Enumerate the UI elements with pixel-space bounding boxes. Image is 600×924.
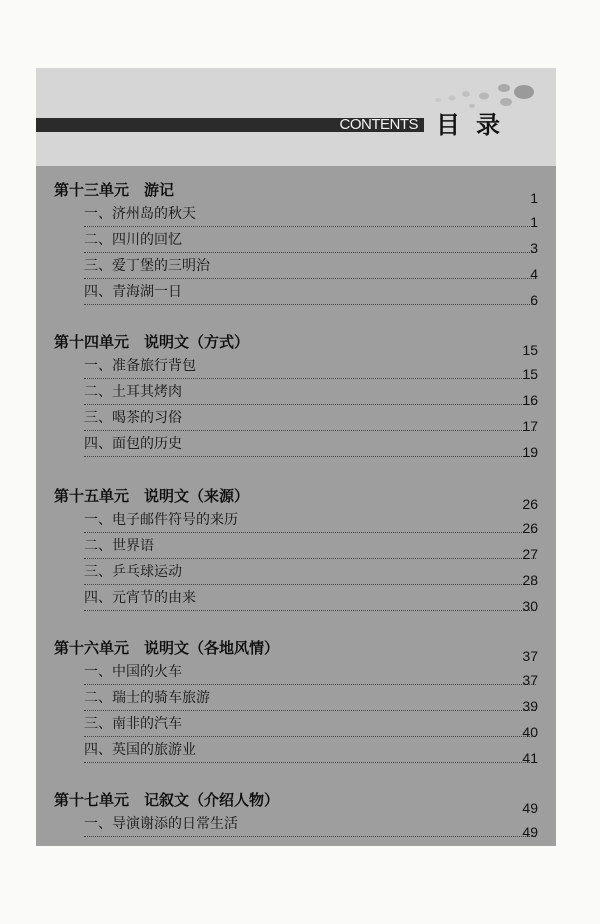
- dot-leader: [84, 456, 536, 457]
- toc-entry[interactable]: [84, 380, 536, 406]
- entry-title: 四、面包的历史: [84, 436, 182, 452]
- contents-label: CONTENTS: [339, 116, 418, 133]
- toc-entry[interactable]: [84, 406, 536, 432]
- entry-page-number: 19: [522, 444, 538, 460]
- dot-leader: [84, 378, 536, 379]
- dot-leader: [84, 584, 536, 585]
- unit-page-number: 26: [522, 496, 538, 512]
- entry-page-number: 1: [530, 214, 538, 230]
- dot-leader: [84, 710, 536, 711]
- entry-page-number: 37: [522, 672, 538, 688]
- dot-leader: [84, 762, 536, 763]
- entry-title: 二、四川的回忆: [84, 232, 182, 248]
- entry-title: 四、英国的旅游业: [84, 742, 196, 758]
- toc-entry[interactable]: [84, 202, 536, 228]
- entry-title: 二、瑞士的骑车旅游: [84, 690, 210, 706]
- entry-title: 一、中国的火车: [84, 664, 182, 680]
- toc-entry[interactable]: [84, 712, 536, 738]
- entry-title: 四、青海湖一日: [84, 284, 182, 300]
- entry-page-number: 49: [522, 824, 538, 840]
- entry-page-number: 15: [522, 366, 538, 382]
- entry-title: 三、南非的汽车: [84, 716, 182, 732]
- entry-page-number: 6: [530, 292, 538, 308]
- unit-page-number: 37: [522, 648, 538, 664]
- entry-page-number: 28: [522, 572, 538, 588]
- toc-entry[interactable]: [84, 686, 536, 712]
- entry-page-number: 3: [530, 240, 538, 256]
- entry-page-number: 4: [530, 266, 538, 282]
- entry-title: 一、准备旅行背包: [84, 358, 196, 374]
- toc-unit: [54, 636, 536, 764]
- dot-leader: [84, 736, 536, 737]
- toc-entry[interactable]: [84, 812, 536, 838]
- entry-title: 三、喝茶的习俗: [84, 410, 182, 426]
- toc-entry[interactable]: [84, 354, 536, 380]
- toc-entry[interactable]: [84, 586, 536, 612]
- toc-entry[interactable]: [84, 228, 536, 254]
- toc-entry[interactable]: [84, 280, 536, 306]
- entry-page-number: 16: [522, 392, 538, 408]
- toc-entry[interactable]: [84, 660, 536, 686]
- dot-leader: [84, 836, 536, 837]
- entry-title: 四、元宵节的由来: [84, 590, 196, 606]
- entry-page-number: 40: [522, 724, 538, 740]
- dot-leader: [84, 684, 536, 685]
- toc-entry[interactable]: [84, 534, 536, 560]
- unit-page-number: 49: [522, 800, 538, 816]
- dot-leader: [84, 558, 536, 559]
- unit-heading: 第十五单元 说明文（来源）: [54, 487, 250, 505]
- entry-page-number: 17: [522, 418, 538, 434]
- toc-entry[interactable]: [84, 560, 536, 586]
- entry-page-number: 26: [522, 520, 538, 536]
- unit-heading: 第十四单元 说明文（方式）: [54, 333, 250, 351]
- toc-unit: [54, 330, 536, 458]
- entry-page-number: 30: [522, 598, 538, 614]
- entry-title: 三、爱丁堡的三明治: [84, 258, 210, 274]
- dot-leader: [84, 226, 536, 227]
- entry-page-number: 41: [522, 750, 538, 766]
- decorative-dots: [420, 82, 540, 112]
- toc-unit: [54, 788, 536, 838]
- dot-leader: [84, 430, 536, 431]
- dot-leader: [84, 304, 536, 305]
- dot-leader: [84, 610, 536, 611]
- dot-leader: [84, 278, 536, 279]
- toc-entry[interactable]: [84, 432, 536, 458]
- toc-entry[interactable]: [84, 254, 536, 280]
- toc-entry[interactable]: [84, 738, 536, 764]
- entry-title: 一、导演谢添的日常生活: [84, 816, 238, 832]
- entry-title: 一、电子邮件符号的来历: [84, 512, 238, 528]
- dot-leader: [84, 404, 536, 405]
- unit-heading: 第十三单元 游记: [54, 181, 175, 199]
- entry-page-number: 39: [522, 698, 538, 714]
- entry-title: 一、济州岛的秋天: [84, 206, 196, 222]
- toc-unit: [54, 484, 536, 612]
- dot-leader: [84, 532, 536, 533]
- entry-page-number: 27: [522, 546, 538, 562]
- entry-title: 二、世界语: [84, 538, 154, 554]
- entry-title: 三、乒乓球运动: [84, 564, 182, 580]
- page-title: 目录: [436, 111, 516, 139]
- toc-unit: [54, 178, 536, 306]
- toc-entry[interactable]: [84, 508, 536, 534]
- unit-page-number: 15: [522, 342, 538, 358]
- entry-title: 二、土耳其烤肉: [84, 384, 182, 400]
- dot-leader: [84, 252, 536, 253]
- unit-page-number: 1: [530, 190, 538, 206]
- unit-heading: 第十六单元 说明文（各地风情）: [54, 639, 280, 657]
- unit-heading: 第十七单元 记叙文（介绍人物）: [54, 791, 280, 809]
